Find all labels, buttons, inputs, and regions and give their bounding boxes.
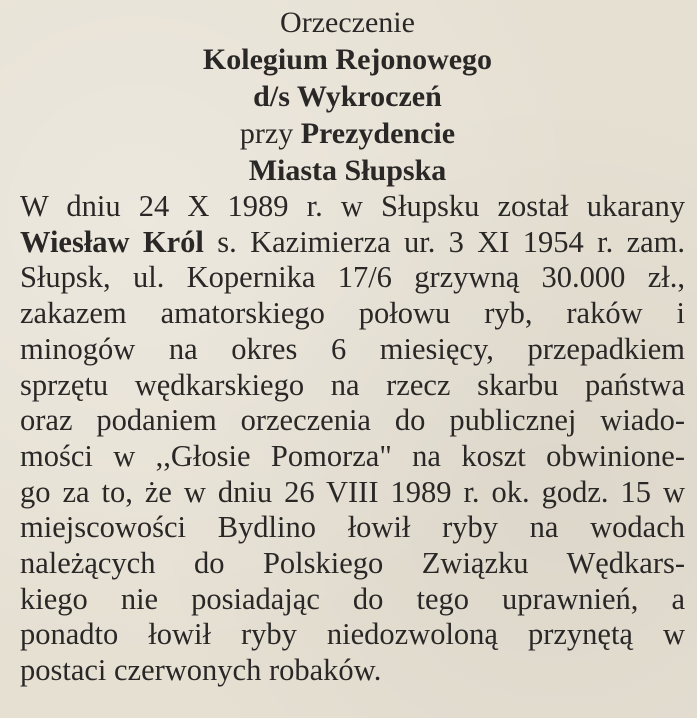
body-row-9: go za to, że w dniu 26 VIII 1989 r. ok. godz. 15 w: [20, 474, 685, 509]
body-row-6: sprzętu wędkarskiego na rzecz skarbu państwa: [20, 367, 685, 402]
penalized-person-name: Wiesław Król: [20, 224, 204, 259]
body-row-10: miejscowości Bydlino łowił ryby na wodach: [20, 510, 685, 545]
header-line-kolegium: Kolegium Rejonowego: [202, 43, 493, 76]
body-row-8: mości w ,,Głosie Pomorza" na koszt obwinione-: [20, 438, 685, 473]
body-row-2: [20, 225, 685, 261]
body-row-1: W dniu 24 X 1989 r. w Słupsku został ukarany: [20, 189, 685, 223]
notice-body: [20, 189, 685, 689]
header-line-miasta: Miasta Słupska: [248, 154, 447, 187]
body-row-12: kiego nie posiadając do tego uprawnień, a: [20, 581, 685, 616]
header-przy: przy: [239, 117, 294, 150]
body-row-11: należących do Polskiego Związku Wędkars-: [20, 546, 685, 581]
body-row-5: minogów na okres 6 miesięcy, przepadkiem: [20, 331, 685, 366]
body-row-2-rest: s. Kazimierza ur. 3 XI 1954 r. zam.: [203, 224, 685, 259]
body-row-14: postaci czerwonych robaków.: [20, 653, 382, 688]
header-prezydencie: Prezydencie: [300, 117, 456, 150]
body-row-4: zakazem amatorskiego połowu ryb, raków i: [20, 296, 685, 331]
notice-header: [10, 4, 685, 189]
header-line-wykroczen: d/s Wykroczeń: [253, 80, 442, 113]
header-line-przy-prezydencie: [10, 115, 685, 152]
header-line-orzeczenie: Orzeczenie: [280, 6, 415, 39]
body-row-3: Słupsk, ul. Kopernika 17/6 grzywną 30.000 zł.,: [20, 260, 685, 295]
body-row-13: ponadto łowił ryby niedozwoloną przynętą w: [20, 617, 685, 652]
body-row-7: oraz podaniem orzeczenia do publicznej wiado-: [20, 403, 685, 438]
